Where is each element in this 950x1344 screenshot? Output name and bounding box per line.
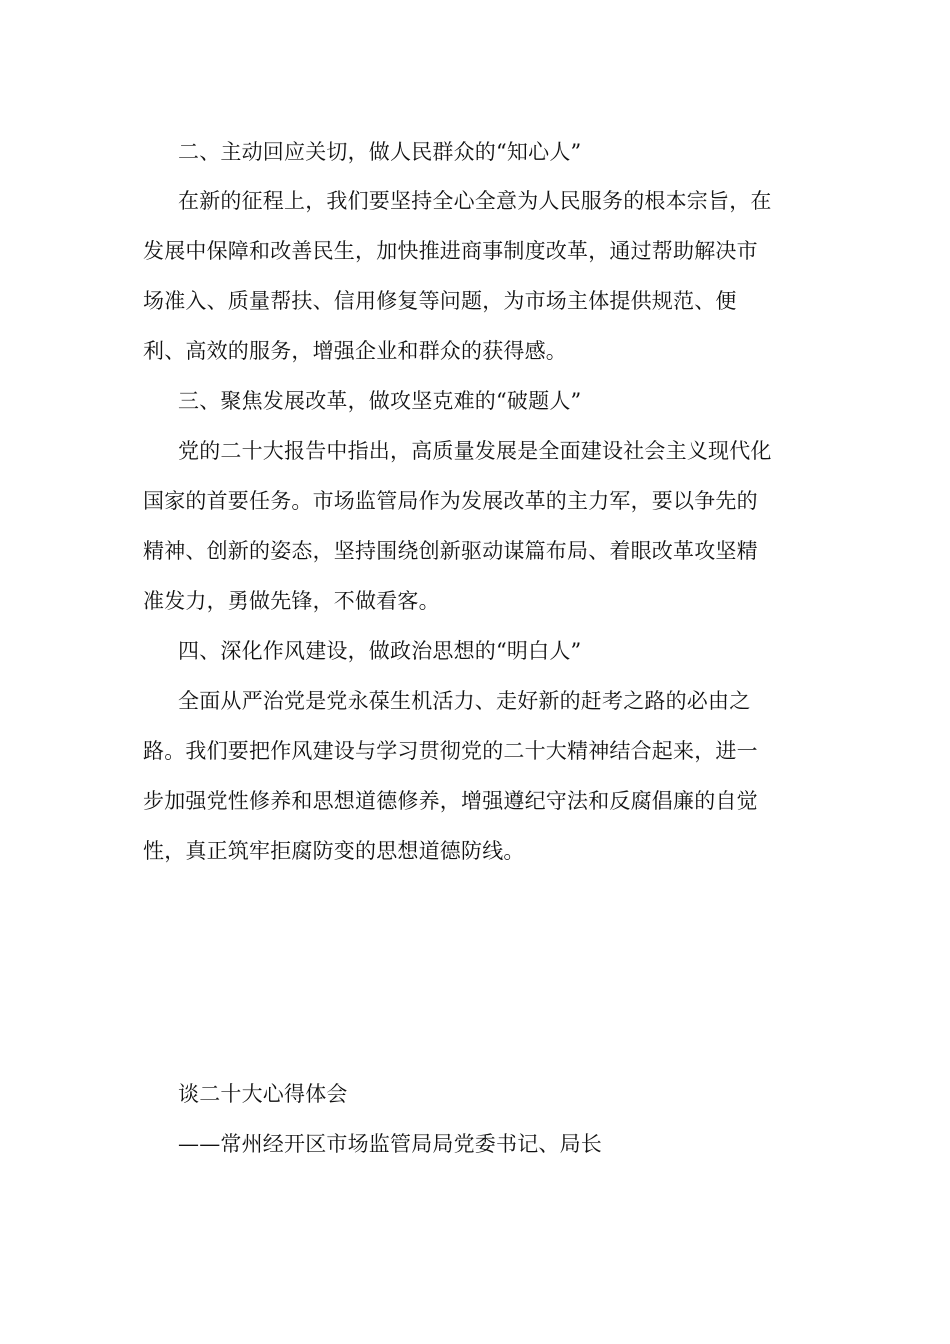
paragraph-line: 党的二十大报告中指出，高质量发展是全面建设社会主义现代化 — [178, 439, 772, 463]
article-subtitle: ——常州经开区市场监管局局党委书记、局长 — [178, 1132, 602, 1156]
paragraph-line: 步加强党性修养和思想道德修养，增强遵纪守法和反腐倡廉的自觉 — [143, 789, 758, 813]
section-heading: 四、深化作风建设，做政治思想的“明白人” — [178, 639, 582, 663]
paragraph-line: 国家的首要任务。市场监管局作为发展改革的主力军，要以争先的 — [143, 489, 758, 513]
paragraph-line: 性，真正筑牢拒腐防变的思想道德防线。 — [143, 839, 525, 863]
section-heading: 二、主动回应关切，做人民群众的“知心人” — [178, 140, 582, 164]
paragraph-line: 路。我们要把作风建设与学习贯彻党的二十大精神结合起来，进一 — [143, 739, 758, 763]
paragraph-line: 在新的征程上，我们要坚持全心全意为人民服务的根本宗旨，在 — [178, 189, 772, 213]
paragraph-line: 场准入、质量帮扶、信用修复等问题，为市场主体提供规范、便 — [143, 289, 737, 313]
paragraph-line: 发展中保障和改善民生，加快推进商事制度改革，通过帮助解决市 — [143, 239, 758, 263]
paragraph-line: 精神、创新的姿态，坚持围绕创新驱动谋篇布局、着眼改革攻坚精 — [143, 539, 758, 563]
paragraph-line: 利、高效的服务，增强企业和群众的获得感。 — [143, 339, 567, 363]
section-heading: 三、聚焦发展改革，做攻坚克难的“破题人” — [178, 389, 582, 413]
article-title: 谈二十大心得体会 — [178, 1082, 348, 1106]
paragraph-line: 全面从严治党是党永葆生机活力、走好新的赶考之路的必由之 — [178, 689, 751, 713]
paragraph-line: 准发力，勇做先锋，不做看客。 — [143, 589, 440, 613]
